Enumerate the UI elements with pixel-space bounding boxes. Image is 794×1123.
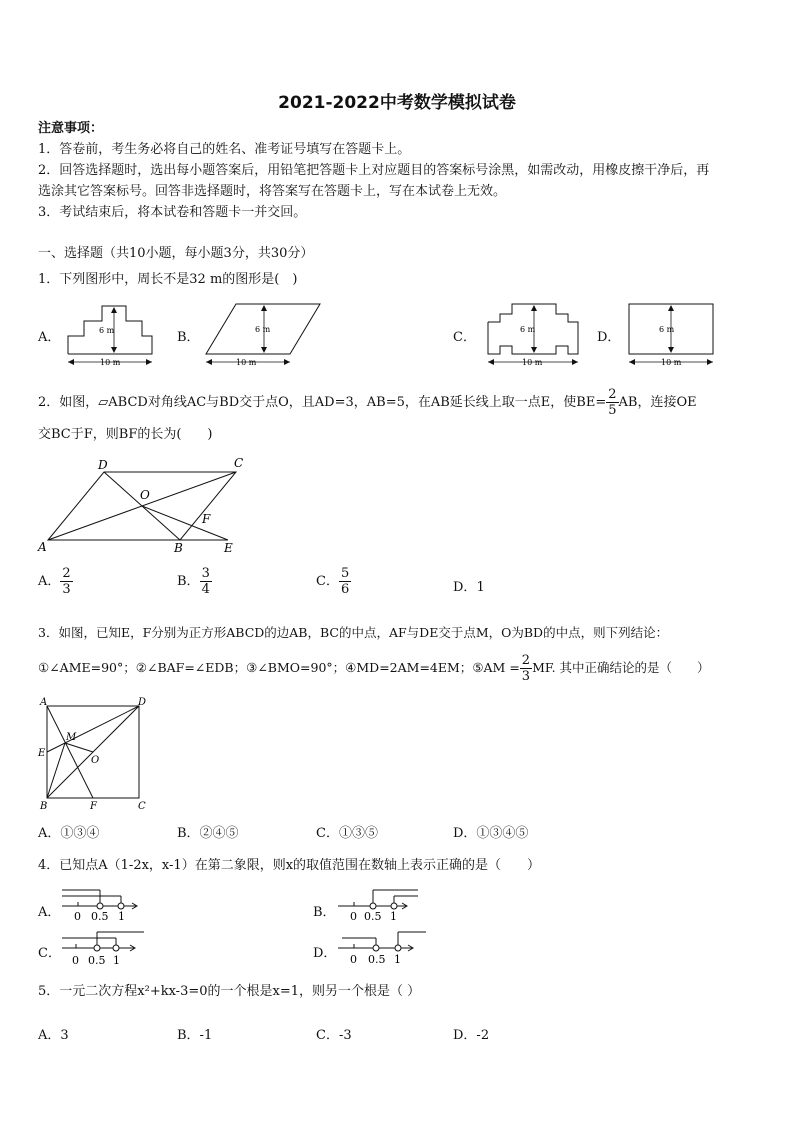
q3-option-a[interactable]: A．①③④ [38, 826, 100, 841]
q2-stem-a: 2．如图，▱ABCD对角线AC与BD交于点O，且AD=3，AB=5，在AB延长线上取一点E，使BE= [38, 395, 607, 410]
page-title: 2021-2022中考数学模拟试卷 [278, 93, 516, 113]
notice-item-3: 3．考试结束后，将本试卷和答题卡一并交回。 [38, 205, 307, 220]
q3-point-f: F [90, 801, 97, 812]
svg-text:0.5: 0.5 [364, 910, 382, 923]
q4-numberline-a [60, 884, 145, 926]
q1-figure-a [64, 302, 159, 372]
q4-numberline-d [336, 926, 431, 970]
q5-option-c[interactable]: C．-3 [316, 1028, 352, 1043]
q1c-height-label: 6 m [520, 325, 536, 334]
q2-be-fraction: $\frac{2}{5}$ [608, 387, 617, 418]
q3-option-d[interactable]: D．①③④⑤ [453, 826, 529, 841]
q3-point-o: O [91, 755, 100, 766]
q1c-width-label: 10 m [522, 358, 543, 367]
q3-c3: ③∠BMO=90°； [246, 660, 346, 675]
q3-c5-fraction: $\frac{2}{3}$ [521, 653, 531, 684]
q3-point-a: A [40, 697, 48, 708]
q3-conclusions [38, 654, 710, 683]
q3-option-c[interactable]: C．①③⑤ [316, 826, 378, 841]
q5-stem: 5．一元二次方程x²+kx-3=0的一个根是x=1，则另一个根是（ ） [38, 984, 421, 999]
q2-point-d: D [98, 458, 108, 472]
q3-c2: ②∠BAF=∠EDB； [135, 660, 247, 675]
q2-point-o: O [140, 488, 150, 502]
q4-numberline-c [60, 926, 150, 970]
q3-stem-a: 3．如图，已知E，F分别为正方形ABCD的边AB，BC的中点，AF与DE交于点M，O为BD的中点，则下列结论： [38, 625, 669, 640]
q1-option-d-label: D． [597, 330, 621, 345]
notice-item-1: 1．答卷前，考生务必将自己的姓名、准考证号填写在答题卡上。 [38, 142, 411, 157]
svg-text:0.5: 0.5 [91, 910, 109, 923]
q1-option-c-label: C． [453, 330, 476, 345]
q1-figure-c [484, 300, 584, 372]
q3-point-d: D [138, 697, 147, 708]
svg-text:0.5: 0.5 [88, 954, 106, 967]
q3-c4: ④MD=2AM=4EM； [345, 660, 473, 675]
q4-stem: 4．已知点A（1-2x，x-1）在第二象限，则x的取值范围在数轴上表示正确的是（ ） [38, 858, 541, 873]
svg-text:0.5: 0.5 [368, 953, 386, 966]
q2-stem-c: 交BC于F，则BF的长为( ) [38, 427, 213, 442]
notice-item-2b: 选涂其它答案标号。回答非选择题时，将答案写在答题卡上，写在本试卷上无效。 [38, 184, 507, 199]
q3-point-e: E [38, 748, 46, 759]
q2-stem-b: AB，连接OE [618, 395, 697, 410]
svg-text:0: 0 [350, 910, 357, 923]
q3-c5b: MF [532, 660, 552, 675]
q1-figure-b [200, 302, 325, 372]
q1-option-a-label: A． [38, 330, 61, 345]
q2-point-b: B [174, 541, 183, 555]
q1a-width-label: 10 m [100, 358, 121, 367]
q3-c1: ①∠AME=90°； [38, 660, 136, 675]
q2-option-d[interactable]: D．1 [453, 580, 485, 595]
q4-option-c-label[interactable]: C． [38, 946, 61, 961]
q1b-width-label: 10 m [236, 358, 257, 367]
q2-figure [38, 455, 248, 555]
q2-point-e: E [224, 541, 233, 555]
q3-option-b[interactable]: B．②④⑤ [177, 826, 239, 841]
notice-heading: 注意事项： [38, 121, 104, 136]
svg-text:1: 1 [118, 910, 125, 923]
q1-option-b-label: B． [177, 330, 200, 345]
q1a-height-label: 6 m [99, 326, 115, 335]
svg-text:0: 0 [74, 910, 81, 923]
q4-option-b-label[interactable]: B． [313, 905, 336, 920]
q1d-height-label: 6 m [659, 325, 675, 334]
q2-option-c[interactable]: C． $\frac{5}{6}$ [316, 566, 350, 597]
q4-option-a-label[interactable]: A． [38, 905, 61, 920]
q2-stem-line1 [38, 388, 697, 417]
q5-option-d[interactable]: D．-2 [453, 1028, 490, 1043]
q1b-height-label: 6 m [255, 325, 271, 334]
q2-option-b[interactable]: B． $\frac{3}{4}$ [177, 566, 210, 597]
q3-point-m: M [66, 732, 77, 743]
q2-point-f: F [202, 512, 211, 526]
q5-option-a[interactable]: A．3 [38, 1028, 69, 1043]
svg-text:1: 1 [390, 910, 397, 923]
q3-point-b: B [40, 801, 48, 812]
q3-c5a: ⑤AM = [472, 660, 520, 675]
q3-stem-end: . 其中正确结论的是（ ） [551, 660, 710, 675]
q2-point-a: A [38, 540, 47, 554]
svg-text:1: 1 [113, 954, 120, 967]
q1-stem: 1．下列图形中，周长不是32 m的图形是( ) [38, 272, 298, 287]
q5-option-b[interactable]: B．-1 [177, 1028, 213, 1043]
q3-point-c: C [138, 801, 146, 812]
q4-option-d-label[interactable]: D． [313, 946, 337, 961]
q1-figure-d [625, 300, 720, 372]
section-heading: 一、选择题（共10小题，每小题3分，共30分） [38, 246, 314, 261]
q1d-width-label: 10 m [661, 358, 682, 367]
q4-numberline-b [336, 884, 426, 926]
notice-item-2a: 2．回答选择题时，选出每小题答案后，用铅笔把答题卡上对应题目的答案标号涂黑，如需改动，用橡皮擦干净后，再 [38, 163, 710, 178]
svg-text:0: 0 [72, 954, 79, 967]
svg-text:1: 1 [394, 953, 401, 966]
q2-option-a[interactable]: A． $\frac{2}{3}$ [38, 566, 71, 597]
q2-point-c: C [234, 456, 244, 470]
svg-text:0: 0 [350, 953, 357, 966]
q3-figure [38, 696, 153, 811]
